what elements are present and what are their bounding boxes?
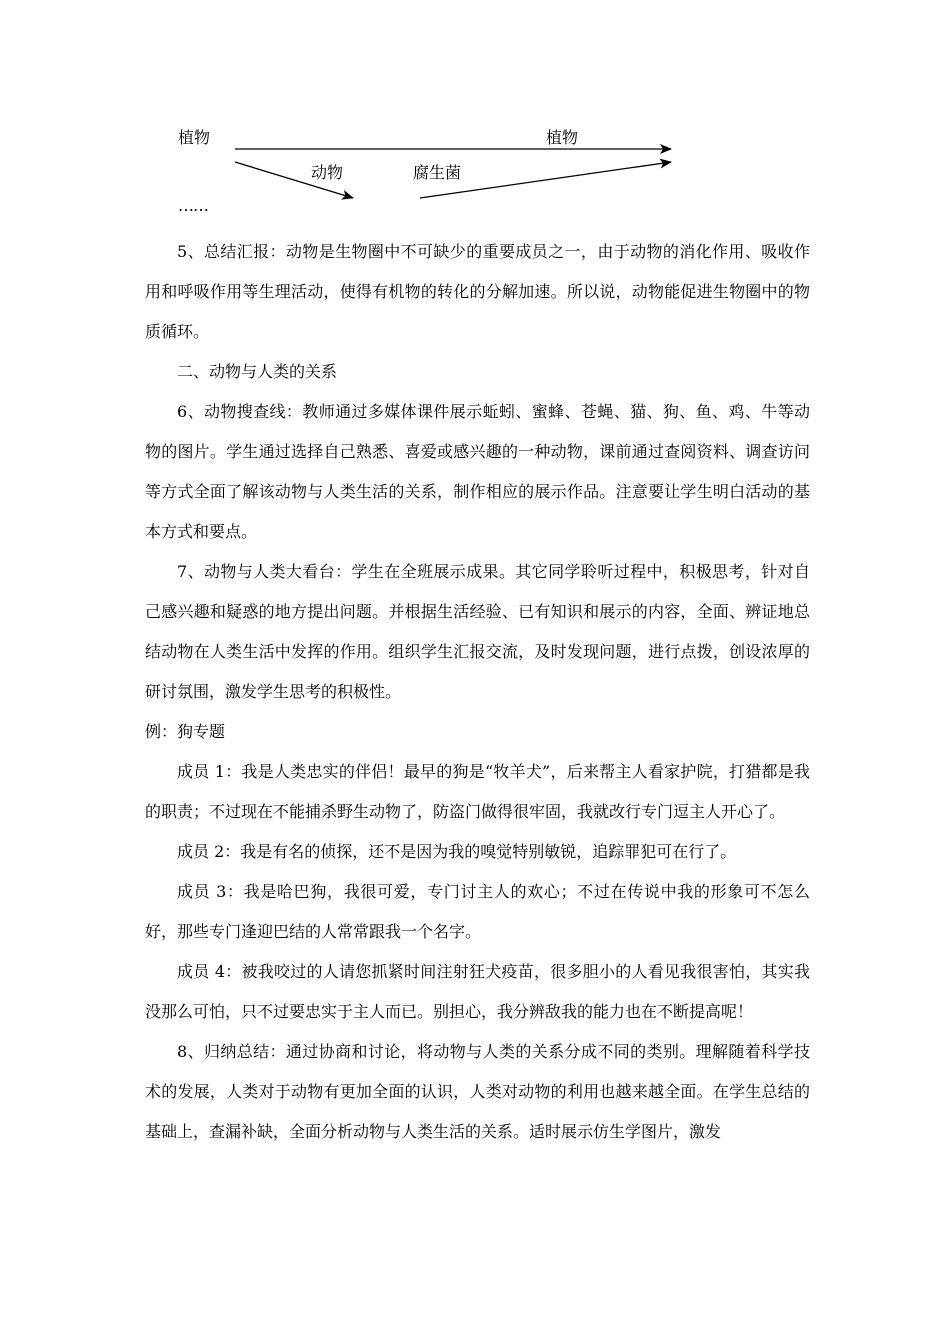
label-target-plant: 植物 bbox=[546, 128, 579, 147]
paragraph-6-animal-search: 6、动物搜查线：教师通过多媒体课件展示蚯蚓、蜜蜂、苍蝇、猫、狗、鱼、鸡、牛等动物的图片。学生通过选择自己熟悉、喜爱或感兴趣的一种动物，课前通过查阅资料、调查访问等方式全面了解该动物与人类生活的关系，制作相应的展示作品。注意要让学生明白活动的基本方式和要点。 bbox=[145, 402, 810, 541]
material-cycle-diagram bbox=[0, 0, 950, 230]
label-decomposer: 腐生菌 bbox=[413, 163, 462, 182]
ellipsis: …… bbox=[178, 196, 208, 215]
member-2-statement: 成员 2：我是有名的侦探，还不是因为我的嗅觉特别敏锐，追踪罪犯可在行了。 bbox=[177, 842, 737, 861]
member-1-statement: 成员 1：我是人类忠实的伴侣！最早的狗是“牧羊犬”，后来帮主人看家护院，打猎都是我的职责；不过现在不能捕杀野生动物了，防盗门做得很牢固，我就改行专门逗主人开心了。 bbox=[145, 762, 810, 821]
member-3-statement: 成员 3：我是哈巴狗，我很可爱，专门讨主人的欢心；不过在传说中我的形象可不怎么好，那些专门逢迎巴结的人常常跟我一个名字。 bbox=[145, 882, 810, 941]
diagram-arrows bbox=[0, 0, 950, 230]
label-animal: 动物 bbox=[311, 163, 344, 182]
paragraph-7-showcase: 7、动物与人类大看台：学生在全班展示成果。其它同学聆听过程中，积极思考，针对自己感兴趣和疑惑的地方提出问题。并根据生活经验、已有知识和展示的内容，全面、辨证地总结动物在人类生活中发挥的作用。组织学生汇报交流，及时发现问题，进行点拨，创设浓厚的研讨氛围，激发学生思考的积极性。 bbox=[145, 562, 810, 701]
section-heading-animals-and-humans: 二、动物与人类的关系 bbox=[177, 362, 338, 381]
document-body bbox=[145, 232, 810, 1152]
paragraph-5-summary-report: 5、总结汇报：动物是生物圈中不可缺少的重要成员之一，由于动物的消化作用、吸收作用和呼吸作用等生理活动，使得有机物的转化的分解加速。所以说，动物能促进生物圈中的物质循环。 bbox=[145, 242, 810, 341]
member-4-statement: 成员 4：被我咬过的人请您抓紧时间注射狂犬疫苗，很多胆小的人看见我很害怕，其实我没那么可怕，只不过要忠实于主人而已。别担心，我分辨敌我的能力也在不断提高呢！ bbox=[145, 962, 810, 1021]
paragraph-8-conclusion: 8、归纳总结：通过协商和讨论，将动物与人类的关系分成不同的类别。理解随着科学技术的发展，人类对于动物有更加全面的认识，人类对动物的利用也越来越全面。在学生总结的基础上，查漏补缺，全面分析动物与人类生活的关系。适时展示仿生学图片，激发 bbox=[145, 1042, 810, 1141]
example-heading-dog: 例：狗专题 bbox=[145, 722, 226, 741]
label-source-plant: 植物 bbox=[178, 128, 211, 147]
